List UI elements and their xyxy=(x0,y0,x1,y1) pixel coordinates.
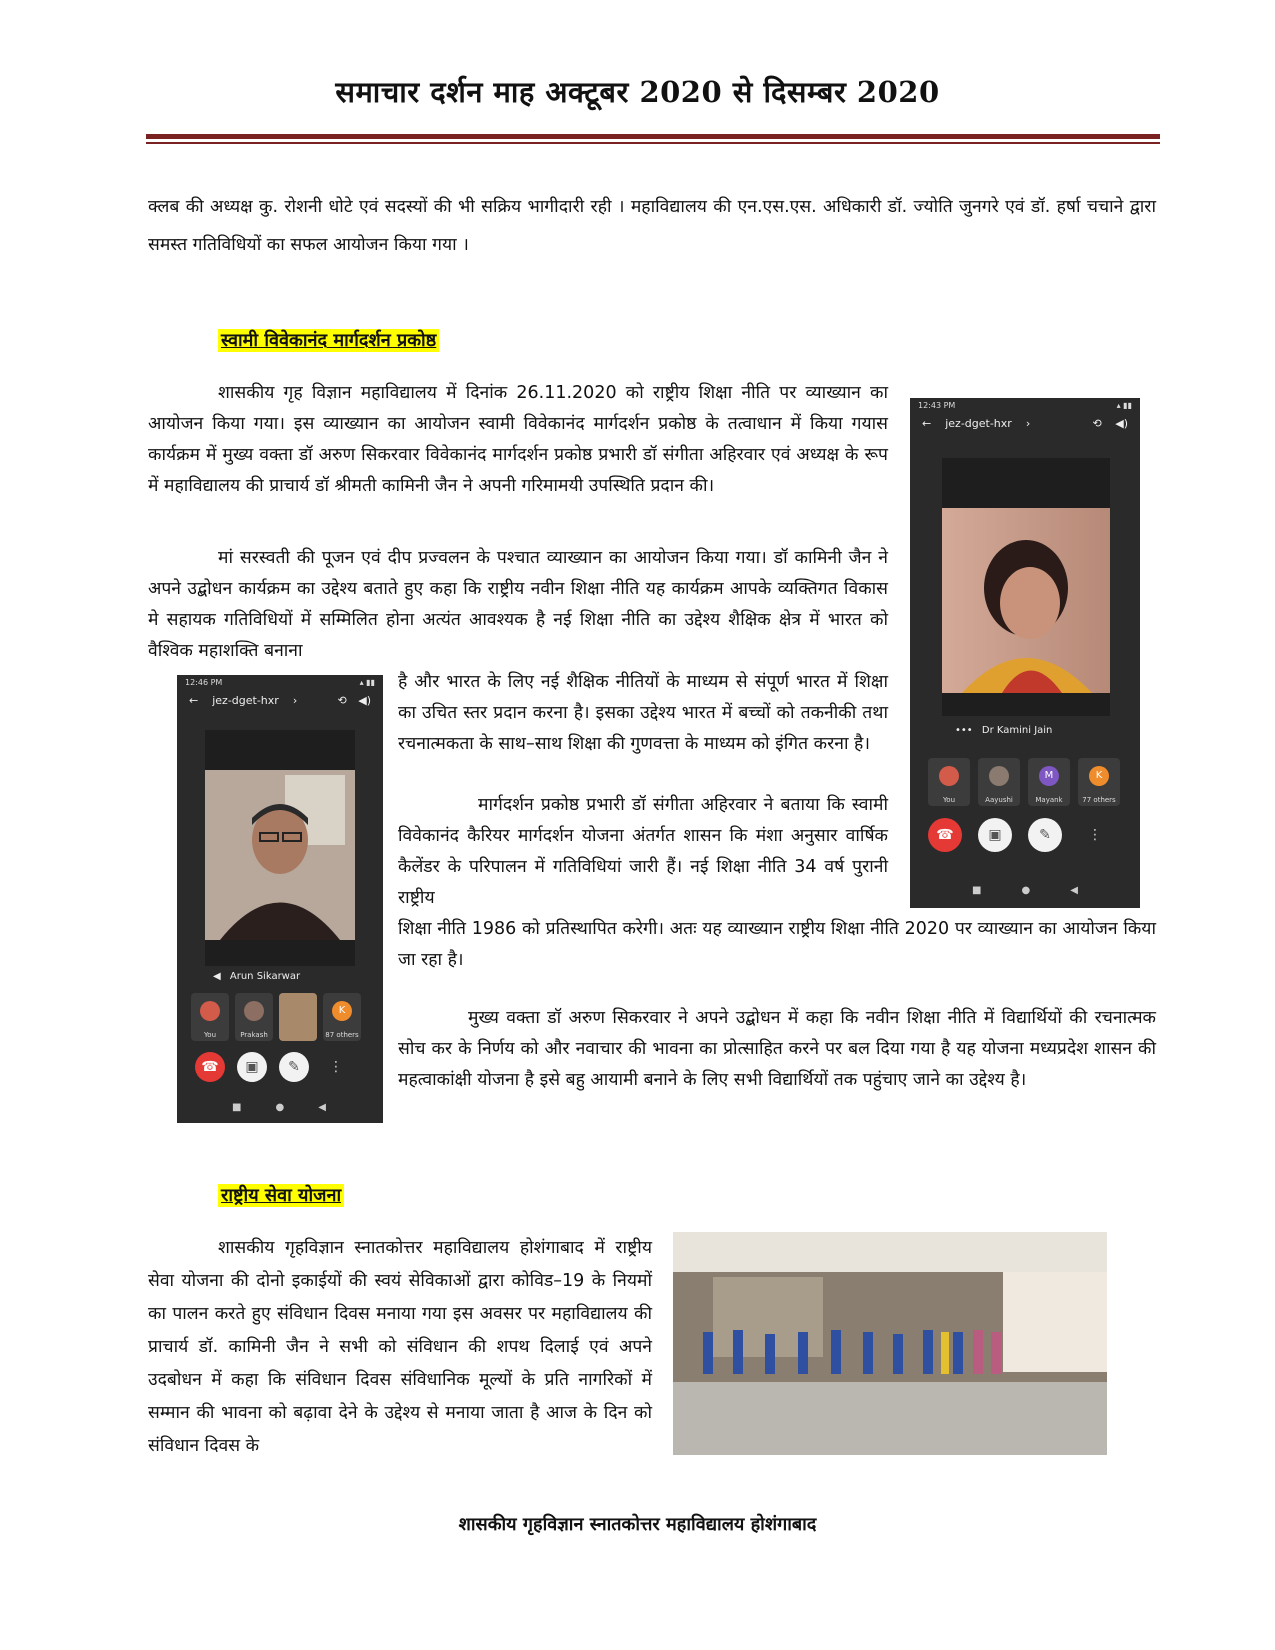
speaker-icon: ◀) xyxy=(1115,417,1128,430)
status-bar xyxy=(910,398,1140,413)
video-call-screenshot-kamini xyxy=(910,398,1140,908)
mic-off-icon[interactable]: ✎ xyxy=(1028,818,1062,852)
meeting-code: jez-dget-hxr xyxy=(212,694,279,707)
speaker-icon: ◀) xyxy=(358,694,371,707)
mic-off-icon[interactable]: ✎ xyxy=(279,1052,309,1082)
section1-paragraph-3b: शिक्षा नीति 1986 को प्रतिस्थापित करेगी। अतः यह व्याख्यान राष्ट्रीय शिक्षा नीति 2020 पर व्याख्यान का आयोजन किया जा रहा है। xyxy=(398,919,1156,970)
end-call-button[interactable]: ☎ xyxy=(928,818,962,852)
participant-tile[interactable]: Aayushi xyxy=(978,758,1020,806)
meet-app-bar xyxy=(910,413,1140,434)
header-rule-thick xyxy=(146,134,1160,139)
nss-photo-illustration xyxy=(673,1232,1107,1455)
header-rule-thin xyxy=(146,142,1160,144)
participant-tile[interactable]: K 77 others xyxy=(1078,758,1120,806)
more-options-icon[interactable]: ⋮ xyxy=(1088,827,1102,843)
back-arrow-icon: ← xyxy=(922,417,932,430)
camera-off-icon[interactable]: ▣ xyxy=(237,1052,267,1082)
back-icon[interactable]: ◀ xyxy=(1070,885,1078,896)
page-footer: शासकीय गृहविज्ञान स्नातकोत्तर महाविद्यालय होशंगाबाद xyxy=(458,1514,817,1535)
android-nav-bar xyxy=(972,885,1078,896)
section1-paragraph-4: मुख्य वक्ता डॉ अरुण सिकरवार ने अपने उद्बोधन में कहा कि नवीन शिक्षा नीति में विद्यार्थियों की रचनात्मक सोच कर के निर्णय को और नवाचार की भावना का प्रोत्साहित करने पर बल दिया गया है यह योजना मध्यप्रदेश शासन की महत्वाकांक्षी योजना है इसे बहु आयामी बनाने के लिए सभी विद्यार्थियों तक पहुंचाए जाने का उद्देश्य है। xyxy=(398,1008,1156,1090)
section-heading-text: राष्ट्रीय सेवा योजना xyxy=(218,1184,344,1207)
participant-tile[interactable]: M Mayank xyxy=(1028,758,1070,806)
recents-icon[interactable]: ■ xyxy=(232,1102,242,1113)
signal-icon: ▴ ▮▮ xyxy=(1116,401,1132,410)
speaker-name-tag: ••• Dr Kamini Jain xyxy=(955,725,1053,736)
chevron-right-icon: › xyxy=(292,694,298,707)
speaker-photo-arun xyxy=(205,730,355,966)
signal-icon: ▴ ▮▮ xyxy=(359,678,375,687)
section1-paragraph-3a: मार्गदर्शन प्रकोष्ठ प्रभारी डॉ संगीता अहिरवार ने बताया कि स्वामी विवेकानंद कैरियर मार्गदर्शन योजना अंतर्गत शासन कि मंशा अनुसार वार्षिक कैलेंडर के परिपालन में गतिविधियां जारी हैं। नई शिक्षा नीति 34 वर्ष पुरानी राष्ट्रीय xyxy=(398,795,888,908)
participant-tile[interactable]: K 87 others xyxy=(323,993,361,1041)
speaker-photo-kamini xyxy=(942,458,1110,716)
section2-paragraph-1: शासकीय गृहविज्ञान स्नातकोत्तर महाविद्यालय होशंगाबाद में राष्ट्रीय सेवा योजना की दोनो इकाईयों की स्वयं सेविकाओं द्वारा कोविड–19 के नियमों का पालन करते हुए संविधान दिवस मनाया गया इस अवसर पर महाविद्यालय की प्राचार्य डॉ. कामिनी जैन ने सभी को संविधान की शपथ दिलाई एवं अपने उदबोधन में कहा कि संविधान दिवस संविधानिक मूल्यों के प्रति नागरिकों में सम्मान की भावना को बढ़ावा देने के उद्देश्य से मनाया जाता है आज के दिन को संविधान दिवस के xyxy=(148,1238,652,1456)
android-nav-bar xyxy=(232,1102,326,1113)
participant-tile[interactable]: Prakash xyxy=(235,993,273,1041)
status-time: 12:46 PM xyxy=(185,678,223,687)
home-icon[interactable]: ● xyxy=(275,1102,285,1113)
participant-tiles xyxy=(928,758,1120,806)
participant-tile[interactable]: You xyxy=(191,993,229,1041)
end-call-button[interactable]: ☎ xyxy=(195,1052,225,1082)
section1-paragraph-1: शासकीय गृह विज्ञान महाविद्यालय में दिनांक 26.11.2020 को राष्ट्रीय शिक्षा नीति पर व्याख्यान का आयोजन किया गया। इस व्याख्यान का आयोजन स्वामी विवेकानंद मार्गदर्शन प्रकोष्ठ के तत्वाधान में किया गयास कार्यक्रम में मुख्य वक्ता डॉ अरुण सिकरवार विवेकानंद मार्गदर्शन प्रकोष्ठ प्रभारी डॉ संगीता अहिरवार एवं अध्यक्ष के रूप में महाविद्यालय की प्राचार्य डॉ श्रीमती कामिनी जैन ने अपनी गरिमामयी उपस्थिति प्रदान की। xyxy=(148,383,888,496)
back-icon[interactable]: ◀ xyxy=(318,1102,326,1113)
call-controls xyxy=(195,1052,351,1082)
more-options-icon[interactable]: ⋮ xyxy=(329,1059,343,1075)
chevron-right-icon: › xyxy=(1025,417,1031,430)
section-heading-text: स्वामी विवेकानंद मार्गदर्शन प्रकोष्ठ xyxy=(218,329,439,352)
speaker-name-tag: ◀ Arun Sikarwar xyxy=(213,971,301,982)
section1-paragraph-2b: है और भारत के लिए नई शैक्षिक नीतियों के माध्यम से संपूर्ण भारत में शिक्षा का उचित स्तर प्रदान करना है। इसका उद्देश्य भारत में बच्चों को तकनीकी तथा रचनात्मकता के साथ–साथ शिक्षा की गुणवत्ता के माध्यम को इंगित करना है। xyxy=(398,672,888,754)
switch-camera-icon: ⟲ xyxy=(1092,417,1102,430)
participant-tile[interactable] xyxy=(279,993,317,1041)
meet-app-bar xyxy=(177,690,383,711)
participant-tile[interactable]: You xyxy=(928,758,970,806)
speaker-video xyxy=(205,730,355,966)
call-controls xyxy=(928,818,1112,852)
section-heading-vivekanand xyxy=(218,328,439,352)
recents-icon[interactable]: ■ xyxy=(972,885,982,896)
speaker-video xyxy=(942,458,1110,716)
section-heading-nss xyxy=(218,1183,344,1207)
meeting-code: jez-dget-hxr xyxy=(945,417,1012,430)
nss-event-photo xyxy=(673,1232,1107,1455)
status-time: 12:43 PM xyxy=(918,401,956,410)
more-dots-icon: ••• xyxy=(955,725,973,736)
video-call-screenshot-arun xyxy=(177,675,383,1123)
section1-paragraph-2a: मां सरस्वती की पूजन एवं दीप प्रज्वलन के पश्चात व्याख्यान का आयोजन किया गया। डॉ कामिनी जैन ने अपने उद्बोधन कार्यक्रम का उद्देश्य बताते हुए कहा कि राष्ट्रीय नवीन शिक्षा नीति यह कार्यक्रम आपके व्यक्तिगत विकास मे सहायक गतिविधियों में सम्मिलित होना अत्यंत आवश्यक है नई शिक्षा नीति का उद्देश्य शैक्षिक क्षेत्र में भारत को वैश्विक महाशक्ति बनाना xyxy=(148,548,888,661)
back-arrow-icon: ← xyxy=(189,694,199,707)
intro-paragraph: क्लब की अध्यक्ष कु. रोशनी धोटे एवं सदस्यों की भी सक्रिय भागीदारी रही । महाविद्यालय की एन.एस.एस. अधिकारी डॉ. ज्योति जुनगरे एवं डॉ. हर्षा चचाने द्वारा समस्त गतिविधियों का सफल आयोजन किया गया । xyxy=(148,197,1156,255)
participant-tiles xyxy=(191,993,361,1041)
switch-camera-icon: ⟲ xyxy=(337,694,347,707)
page-title: समाचार दर्शन माह अक्टूबर 2020 से दिसम्बर 2020 xyxy=(335,75,940,109)
mic-icon: ◀ xyxy=(213,971,221,982)
home-icon[interactable]: ● xyxy=(1021,885,1031,896)
camera-off-icon[interactable]: ▣ xyxy=(978,818,1012,852)
status-bar xyxy=(177,675,383,690)
